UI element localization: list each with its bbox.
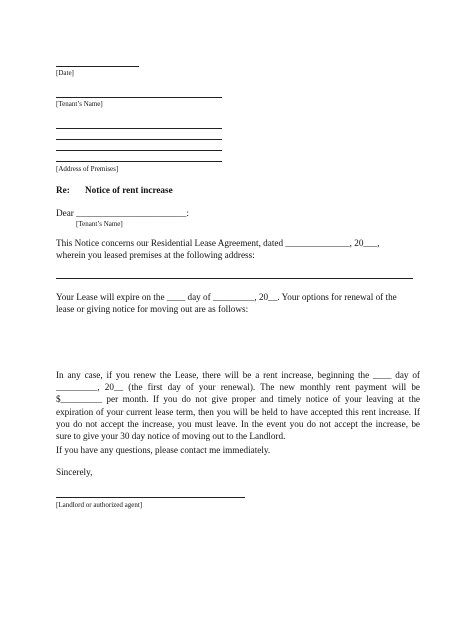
subject-re: Re: [56, 185, 70, 195]
salutation-tenant-name-label: [Tenant’s Name] [76, 220, 123, 228]
rent-increase-line: you do not accept the increase, you must leave. In the event you do not accept the increase, be [56, 418, 420, 429]
rent-increase-line: $_________ per month. If you do not give proper and timely notice of your leaving at the [56, 394, 420, 405]
rent-increase-line: expiration of your current lease term, then you will be held to have accepted this rent increase. If [56, 406, 420, 417]
date-line [56, 66, 139, 67]
subject-title: Notice of rent increase [85, 185, 173, 195]
intro-paragraph [56, 237, 416, 261]
expiration-line: Your Lease will expire on the ____ day of _________, 20__. Your options for renewal of the [56, 292, 397, 302]
address-label: [Address of Premises] [56, 165, 119, 173]
address-line [56, 128, 222, 129]
salutation-dear: Dear ________________________: [56, 208, 189, 218]
tenant-name-line [56, 97, 222, 98]
date-label: [Date] [56, 69, 74, 77]
rent-increase-line: In any case, if you renew the Lease, there will be a rent increase, beginning the ____ day of [56, 370, 420, 380]
signature-line [56, 497, 245, 498]
intro-line: This Notice concerns our Residential Lease Agreement, dated ______________, 20___, [56, 238, 380, 248]
rent-increase-paragraph [56, 369, 420, 442]
questions-line: If you have any questions, please contact me immediately. [56, 445, 271, 455]
rent-increase-line: _________, 20__ (the first day of your renewal). The new monthly rent payment will be [56, 382, 420, 393]
address-line [56, 150, 222, 151]
signer-label: [Landlord or authorized agent] [56, 501, 143, 509]
closing-sincerely: Sincerely, [56, 467, 93, 477]
expiration-paragraph [56, 291, 416, 315]
tenant-name-label: [Tenant’s Name] [56, 100, 103, 108]
expiration-line: lease or giving notice for moving out are as follows: [56, 304, 249, 315]
address-line [56, 161, 222, 162]
address-line [56, 139, 222, 140]
rent-increase-line: sure to give your 30 day notice of moving out to the Landlord. [56, 431, 286, 442]
premises-address-line [56, 278, 413, 279]
intro-line: wherein you leased premises at the following address: [56, 250, 255, 261]
